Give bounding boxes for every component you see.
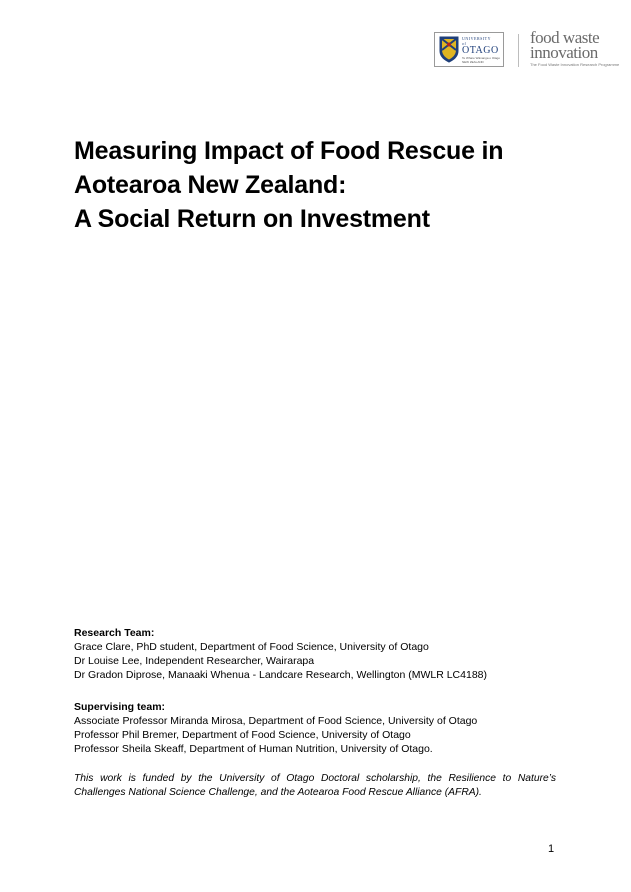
research-team-heading: Research Team: (74, 627, 155, 639)
otago-crest-icon (439, 36, 459, 63)
food-waste-innovation-logo (530, 30, 620, 67)
page-number: 1 (548, 843, 555, 855)
research-team-member: Dr Gradon Diprose, Manaaki Whenua - Landcare Research, Wellington (MWLR LC4188) (74, 669, 487, 681)
otago-country: NEW ZEALAND (462, 60, 484, 64)
fwi-line-2: innovation (530, 43, 598, 62)
otago-maori-name: Te Whare Wānanga o Otāgo (462, 56, 501, 60)
title-line-2: Aotearoa New Zealand: (74, 171, 347, 199)
logo-divider (518, 34, 519, 67)
supervising-team-section (74, 700, 477, 756)
university-of-otago-logo (434, 32, 504, 67)
supervising-team-member: Associate Professor Miranda Mirosa, Department of Food Science, University of Otago (74, 715, 478, 727)
otago-name: OTAGO (462, 45, 499, 56)
title-line-1: Measuring Impact of Food Rescue in (74, 137, 504, 165)
funding-statement: This work is funded by the University of Otago Doctoral scholarship, the Resilience to Nature’s Challenges National Science Challenge, and the Aotearoa Food Rescue Alliance (AFRA). (74, 773, 556, 798)
title-line-3: A Social Return on Investment (74, 205, 430, 233)
research-team-member: Dr Louise Lee, Independent Researcher, Wairarapa (74, 655, 315, 667)
otago-of-label: of (462, 41, 467, 46)
supervising-team-member: Professor Phil Bremer, Department of Food Science, University of Otago (74, 729, 411, 741)
header-logos (434, 30, 619, 72)
supervising-team-member: Professor Sheila Skeaff, Department of Human Nutrition, University of Otago. (74, 743, 433, 755)
fwi-tagline: The Food Waste Innovation Research Programme (530, 62, 620, 67)
document-title (74, 134, 503, 236)
supervising-team-heading: Supervising team: (74, 701, 166, 713)
research-team-section (74, 626, 487, 682)
research-team-member: Grace Clare, PhD student, Department of Food Science, University of Otago (74, 641, 429, 653)
otago-university-label: UNIVERSITY (462, 36, 491, 41)
fwi-line-1: food waste (530, 28, 600, 47)
